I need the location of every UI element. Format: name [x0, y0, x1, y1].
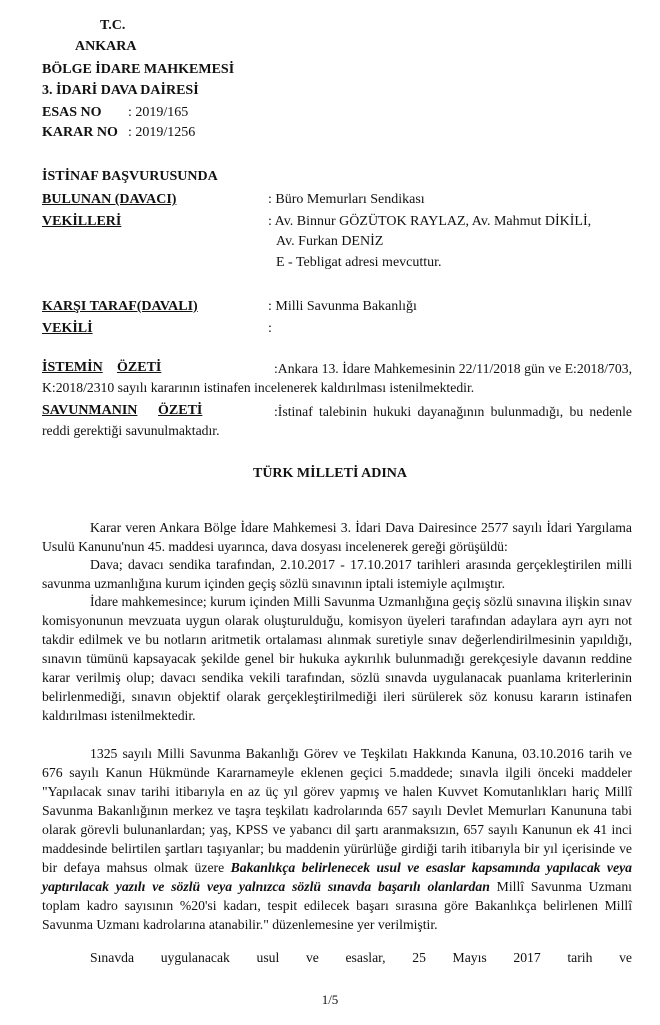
header-court: BÖLGE İDARE MAHKEMESİ	[42, 62, 235, 77]
attorneys-label: VEKİLLERİ	[42, 214, 122, 229]
body-paragraph-1: Karar veren Ankara Bölge İdare Mahkemesi 3. İdari Dava Dairesince 2577 sayılı İdari Yargılama Usulü Kanunu'nun 45. maddesi uyarınca, dava dosyası incelenerek gereği görüşüldü:	[42, 520, 632, 554]
body-paragraph-5: Sınavda uygulanacak usul ve esaslar, 25 Mayıs 2017 tarih ve	[90, 950, 632, 965]
request-label-part1: İSTEMİN	[42, 360, 103, 375]
defense-label-part2: ÖZETİ	[158, 403, 203, 418]
body-paragraph-4-emphasis: Bakanlıkça belirlenecek usul ve esaslar kapsamında yapılacak veya yaptırılacak yazılı ve sözlü veya yalnızca sözlü sınavda başarılı olanlardan	[42, 860, 632, 894]
applicant-label-line2: BULUNAN (DAVACI)	[42, 192, 177, 207]
applicant-label-line1: İSTİNAF BAŞVURUSUNDA	[42, 169, 218, 184]
attorneys-value-line1: : Av. Binnur GÖZÜTOK RAYLAZ, Av. Mahmut DİKİLİ,	[268, 214, 592, 229]
judgment-title: TÜRK MİLLETİ ADINA	[252, 466, 408, 481]
request-text: :Ankara 13. İdare Mahkemesinin 22/11/2018 gün ve E:2018/703, K:2018/2310 sayılı kararının istinafen incelenerek kaldırılması istenilmektedir.	[42, 361, 632, 395]
applicant-value: : Büro Memurları Sendikası	[268, 192, 425, 207]
defense-text: :İstinaf talebinin hukuki dayanağının bulunmadığı, bu nedenle reddi gerektiği savunulmaktadır.	[42, 404, 632, 438]
respondent-value: : Milli Savunma Bakanlığı	[268, 299, 417, 314]
respondent-attorney-label: VEKİLİ	[42, 321, 93, 336]
header-tc: T.C.	[100, 18, 126, 33]
respondent-attorney-value: :	[268, 321, 272, 336]
esas-label: ESAS NO	[42, 105, 102, 120]
defense-label-part1: SAVUNMANIN	[42, 403, 138, 418]
respondent-label: KARŞI TARAF(DAVALI)	[42, 299, 198, 314]
karar-value: : 2019/1256	[128, 125, 196, 140]
body-paragraph-2: Dava; davacı sendika tarafından, 2.10.2017 - 17.10.2017 tarihleri arasında gerçekleştirilen milli savunma uzmanlığına kurum içinden geçiş sözlü sınavının iptali istemiyle açılmıştır.	[42, 557, 632, 591]
body-paragraph-3: İdare mahkemesince; kurum içinden Milli Savunma Uzmanlığına geçiş sözlü sınavına ilişkin sınav komisyonunun mevzuata uygun olarak oluşturulduğu, komisyon üyeleri tarafından adaylara ayrı ayrı not takdir edilmek ve bu notların aritmetik ortalaması alınmak suretiyle sınav değerlendirilmesinin yapıldığı, sınavın tümünü kapsayacak şekilde genel bir hukuka aykırılık bulunmadığı gerekçesiyle davanın reddine karar verilmiş olup; davacı sendika vekili tarafından, sözlü sınavda uygulanacak puanlama kriterlerinin belirlenmediği, sınavın objektif olarak gerçekleştirilmediği ileri sürülerek söz konusu kararın istinafen kaldırılması istenilmektedir.	[42, 594, 632, 723]
esas-value: : 2019/165	[128, 105, 189, 120]
header-chamber: 3. İDARİ DAVA DAİRESİ	[42, 83, 199, 98]
karar-label: KARAR NO	[42, 125, 118, 140]
body-paragraph-4	[42, 744, 632, 934]
attorneys-value-line3: E - Tebligat adresi mevcuttur.	[276, 255, 442, 270]
body-paragraph-4-text-c: Millî Savunma Uzmanı toplam kadro sayısının %20'si kadarı, tespit edilecek başarı sırasına göre Bakanlıkça belirlenen Millî Savunma Uzmanı kadrolarına atanabilir." düzenlemesine yer verilmiştir.	[42, 879, 632, 932]
request-label-part2: ÖZETİ	[117, 360, 162, 375]
body-paragraph-4-text-a: 1325 sayılı Milli Savunma Bakanlığı Görev ve Teşkilatı Hakkında Kanuna, 03.10.2016 tarih ve 676 sayılı Kanun Hükmünde Kararnameyle eklenen geçici 5.maddede; sınavla ilgili önceki maddeler "Yapılacak sınav tarihi itibarıyla en az üç yıl görev yapmış ve halen Kuvvet Komutanlıkları hariç Millî Savunma Bakanlığının merkez ve taşra teşkilatı kadrolarında 657 sayılı Devlet Memurları Kanununa tabi olarak görevli bulunanlardan; yaş, KPSS ve yabancı dil şartı aranmaksızın, 657 sayılı Kanunun ek 41 inci maddesinde belirtilen şartları taşıyanlar; bu maddenin yürürlüğe girdiği tarih itibarıyla bir yıl içerisinde ve bir defaya mahsus olmak üzere	[42, 746, 632, 875]
attorneys-value-line2: Av. Furkan DENİZ	[276, 234, 384, 249]
page-number: 1/5	[321, 992, 339, 1007]
header-city: ANKARA	[75, 39, 137, 54]
